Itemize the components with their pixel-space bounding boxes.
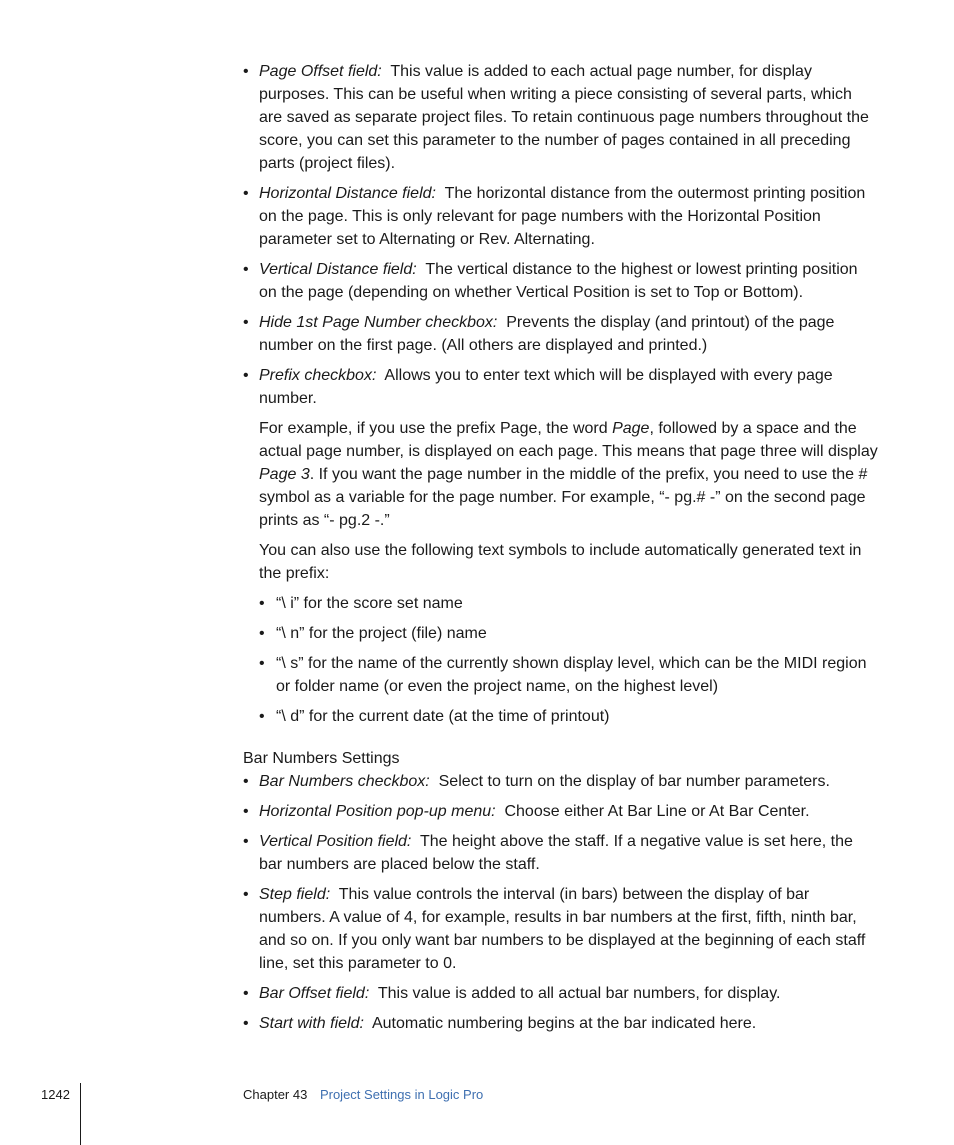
- term: Prefix checkbox:: [259, 367, 377, 384]
- term: Vertical Position field:: [259, 833, 412, 850]
- description: This value is added to each actual page number, for display purposes. This can be useful when writing a piece consisting of several parts, which are saved as separate project files. To retain continuous page numbers throughout the score, you can set this parameter to the number of pages contained in all preceding parts (project files).: [259, 63, 869, 172]
- list-item: [243, 982, 879, 1005]
- description: Automatic numbering begins at the bar indicated here.: [371, 1015, 757, 1032]
- term: Step field:: [259, 886, 331, 903]
- list-item: [243, 770, 879, 793]
- italic-run: Page: [612, 420, 650, 437]
- description: Select to turn on the display of bar number parameters.: [438, 773, 830, 790]
- symbol-description: “\ n” for the project (file) name: [276, 625, 487, 642]
- symbol-description: “\ i” for the score set name: [276, 595, 463, 612]
- list-item: [243, 60, 879, 175]
- bullet-mark: •: [243, 833, 249, 850]
- section-heading: Bar Numbers Settings: [243, 750, 400, 767]
- bullet-mark: •: [243, 985, 249, 1002]
- description: Choose either At Bar Line or At Bar Center.: [504, 803, 810, 820]
- description: The vertical distance to the highest or lowest printing position on the page (depending on whether Vertical Position is set to Top or Bottom).: [259, 261, 858, 301]
- prefix-example-paragraph: [243, 417, 879, 532]
- list-item: [243, 311, 879, 357]
- page-content: [243, 60, 879, 1042]
- term: Bar Numbers checkbox:: [259, 773, 430, 790]
- footer-chapter: [243, 1086, 483, 1104]
- bullet-mark: •: [243, 261, 249, 278]
- description: Prevents the display (and printout) of the page number on the first page. (All others are displayed and printed.): [259, 314, 835, 354]
- sub-list-item: [243, 592, 879, 615]
- text-run: , followed by a space and the actual page number, is displayed on each page. This means that page three will display: [259, 420, 878, 460]
- bullet-mark: •: [259, 625, 265, 642]
- symbol-description: “\ d” for the current date (at the time of printout): [276, 708, 610, 725]
- symbol-description: “\ s” for the name of the currently shown display level, which can be the MIDI region or folder name (or even the project name, on the highest level): [276, 655, 867, 695]
- list-item: [243, 883, 879, 975]
- bullet-mark: •: [243, 63, 249, 80]
- symbols-intro-paragraph: You can also use the following text symbols to include automatically generated text in the prefix:: [259, 542, 862, 582]
- list-item: [243, 830, 879, 876]
- term: Horizontal Distance field:: [259, 185, 436, 202]
- list-item: [243, 258, 879, 304]
- sub-list-item: [243, 652, 879, 698]
- bullet-mark: •: [259, 708, 265, 725]
- chapter-label: Chapter 43: [243, 1087, 308, 1102]
- chapter-title-link[interactable]: Project Settings in Logic Pro: [319, 1087, 484, 1102]
- description: This value is added to all actual bar numbers, for display.: [377, 985, 781, 1002]
- bullet-mark: •: [243, 185, 249, 202]
- bullet-mark: •: [243, 1015, 249, 1032]
- term: Hide 1st Page Number checkbox:: [259, 314, 498, 331]
- term: Start with field:: [259, 1015, 364, 1032]
- term: Bar Offset field:: [259, 985, 370, 1002]
- bullet-mark: •: [259, 595, 265, 612]
- bullet-mark: •: [243, 314, 249, 331]
- term: Horizontal Position pop-up menu:: [259, 803, 496, 820]
- description: The height above the staff. If a negative value is set here, the bar numbers are placed below the staff.: [259, 833, 853, 873]
- sub-list-item: [243, 705, 879, 728]
- sub-list-item: [243, 622, 879, 645]
- text-run: For example, if you use the prefix Page, the word: [259, 420, 613, 437]
- bullet-mark: •: [243, 773, 249, 790]
- list-item: [243, 1012, 879, 1035]
- text-run: . If you want the page number in the middle of the prefix, you need to use the # symbol as a variable for the page number. For example, “- pg.# -” on the second page prints as “- pg.2 -.”: [259, 466, 868, 529]
- page-number: 1242: [41, 1087, 70, 1102]
- bullet-mark: •: [243, 803, 249, 820]
- description: This value controls the interval (in bars) between the display of bar numbers. A value of 4, for example, results in bar numbers at the first, fifth, ninth bar, and so on. If you only want bar numbers to be displayed at the beginning of each staff line, set this parameter to 0.: [259, 886, 866, 972]
- list-item: [243, 182, 879, 251]
- bullet-mark: •: [243, 367, 249, 384]
- description: The horizontal distance from the outermost printing position on the page. This is only relevant for page numbers with the Horizontal Position parameter set to Alternating or Rev. Alternating.: [259, 185, 866, 248]
- bullet-mark: •: [259, 655, 265, 672]
- term: Page Offset field:: [259, 63, 382, 80]
- list-item: [243, 364, 879, 410]
- bullet-mark: •: [243, 886, 249, 903]
- italic-run: Page 3: [259, 466, 310, 483]
- description: Allows you to enter text which will be displayed with every page number.: [259, 367, 833, 407]
- list-item: [243, 800, 879, 823]
- footer-divider: [80, 1083, 81, 1145]
- term: Vertical Distance field:: [259, 261, 417, 278]
